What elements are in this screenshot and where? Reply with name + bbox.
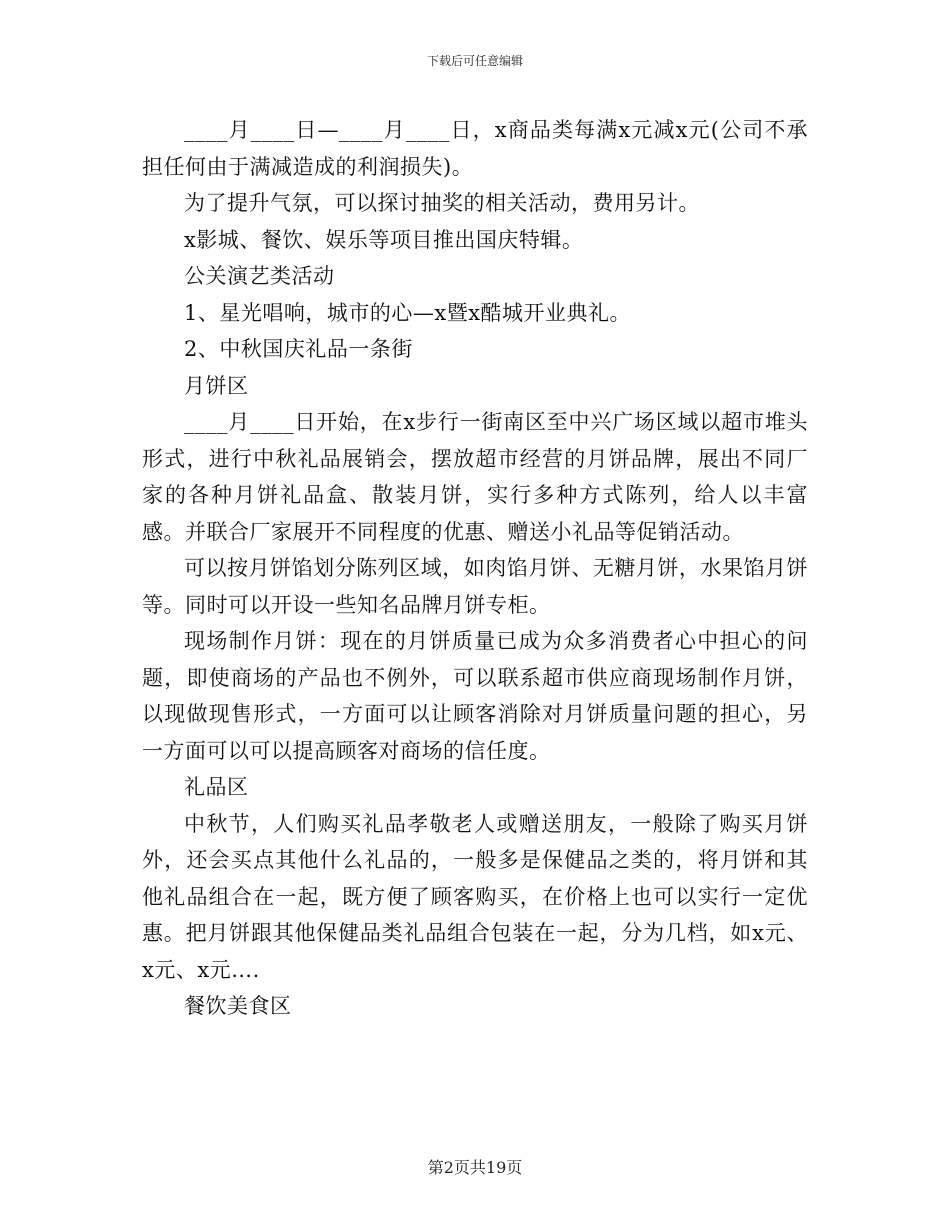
list-item-1: 1、星光唱响，城市的心—x暨x酷城开业典礼。 xyxy=(184,300,632,325)
paragraph-cinema: x影城、餐饮、娱乐等项目推出国庆特辑。 xyxy=(184,227,584,252)
document-body xyxy=(142,112,808,1025)
paragraph-onsite-production: 现场制作月饼：现在的月饼质量已成为众多消费者心中担心的问题，即使商场的产品也不例外，可以联系超市供应商现场制作月饼，以现做现售形式，一方面可以让顾客消除对月饼质量问题的担心，另一方面可以可以提高顾客对商场的信任度。 xyxy=(142,629,808,763)
heading-gift-area: 礼品区 xyxy=(184,775,249,799)
paragraph-discount: ____月____日—____月____日，x商品类每满x元减x元(公司不承担任何由于满减造成的利润损失)。 xyxy=(142,118,808,179)
paragraph-lottery: 为了提升气氛，可以探讨抽奖的相关活动，费用另计。 xyxy=(184,191,700,215)
heading-pr-activities: 公关演艺类活动 xyxy=(184,264,335,288)
paragraph-gift-combo: 中秋节，人们购买礼品孝敬老人或赠送朋友，一般除了购买月饼外，还会买点其他什么礼品的，一般多是保健品之类的，将月饼和其他礼品组合在一起，既方便了顾客购买，在价格上也可以实行一定优惠。把月饼跟其他保健品类礼品组合包装在一起，分为几档，如x元、x元、x元…. xyxy=(142,811,808,982)
page-footer: 第2页共19页 xyxy=(427,1158,523,1177)
paragraph-mooncake-zones: 可以按月饼馅划分陈列区域，如肉馅月饼、无糖月饼，水果馅月饼等。同时可以开设一些知名品牌月饼专柜。 xyxy=(142,556,808,617)
paragraph-mooncake-expo: ____月____日开始，在x步行一街南区至中兴广场区域以超市堆头形式，进行中秋礼品展销会，摆放超市经营的月饼品牌，展出不同厂家的各种月饼礼品盒、散装月饼，实行多种方式陈列，给人以丰富感。并联合厂家展开不同程度的优惠、赠送小礼品等促销活动。 xyxy=(142,410,808,544)
heading-mooncake-area: 月饼区 xyxy=(184,373,249,398)
list-item-2: 2、中秋国庆礼品一条街 xyxy=(184,337,413,361)
heading-food-area: 餐饮美食区 xyxy=(184,994,292,1018)
page-header: 下载后可任意编辑 xyxy=(426,54,523,68)
